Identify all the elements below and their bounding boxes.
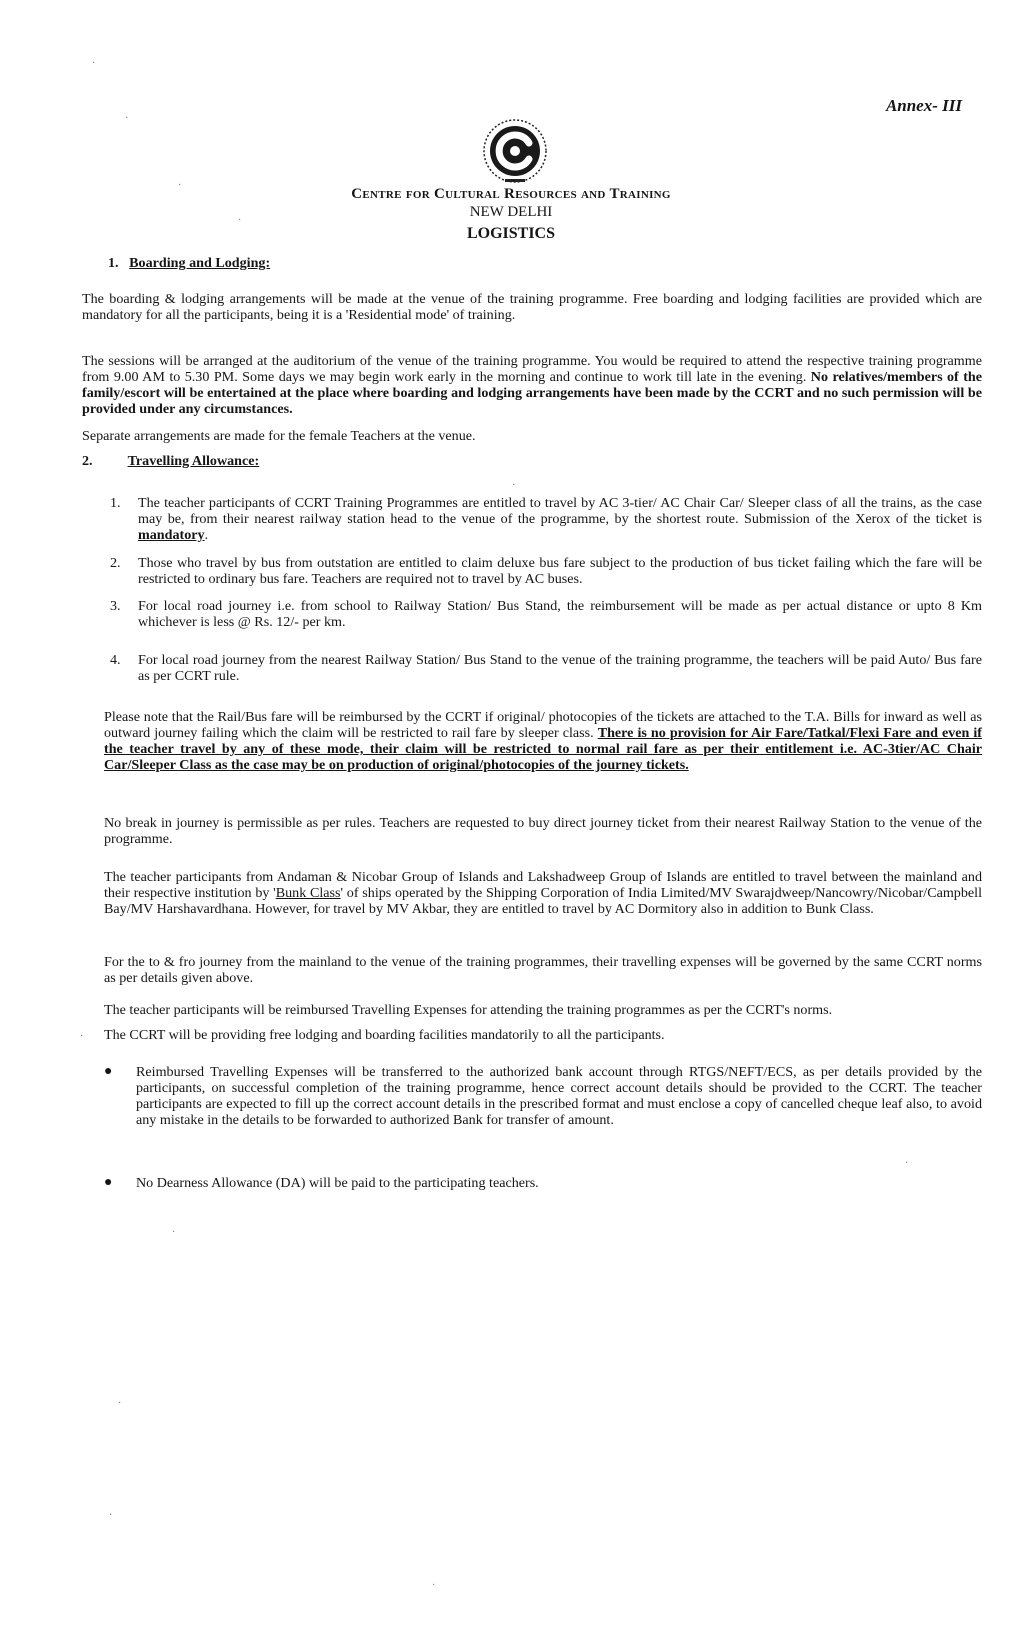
org-city: NEW DELHI [469, 204, 553, 220]
travel-item-4 [110, 652, 982, 684]
travel-note-text: Please note that the Rail/Bus fare will be reimbursed by the CCRT if original/ photocopies of the tickets are attached to the T.A. Bills for inward as well as outward journey failing which the claim will be restricted to rail fare by sleeper class. [104, 709, 982, 741]
item-number: 2. [110, 555, 121, 571]
travel-item-3 [110, 598, 982, 630]
scan-speck: · [905, 1158, 909, 1169]
boarding-paragraph-2 [82, 353, 982, 417]
boarding-paragraph-3: Separate arrangements are made for the female Teachers at the venue. [82, 428, 476, 444]
bullet-icon: ● [104, 1175, 113, 1190]
islands-text-a: The teacher participants from Andaman & Nicobar Group of Islands and Lakshadweep Group of Islands are entitled to travel between the mainland and their respective institution by ' [104, 869, 982, 901]
reimbursed-paragraph: The teacher participants will be reimbursed Travelling Expenses for attending the training programmes as per the CCRT's norms. [104, 1002, 833, 1018]
item-number: 1. [110, 495, 121, 511]
bullet-text: Reimbursed Travelling Expenses will be transferred to the authorized bank account through RTGS/NEFT/ECS, as per details provided by the participants, on successful completion of the training programme, hence correct account details should be provided to the CCRT. The teacher participants are expected to fill up the correct account details in the prescribed format and must enclose a copy of cancelled cheque leaf also, to avoid any mistake in the details to be forwarded to authorized Bank for transfer of amount. [136, 1064, 982, 1128]
item-number: 4. [110, 652, 121, 668]
scan-speck: · [512, 480, 516, 491]
item-text: For local road journey i.e. from school to Railway Station/ Bus Stand, the reimbursement will be made as per actual distance or upto 8 Km whichever is less @ Rs. 12/- per km. [138, 598, 982, 630]
travel-item-2 [110, 555, 982, 587]
section-label: Travelling Allowance: [127, 453, 260, 469]
section-number: 1. [108, 255, 119, 271]
bullet-icon: ● [104, 1064, 113, 1079]
scan-speck: · [432, 1580, 436, 1591]
annex-label: Annex- III [885, 96, 962, 115]
islands-paragraph [104, 869, 982, 917]
scan-speck: · [92, 58, 96, 69]
scan-speck: · [125, 113, 129, 124]
bullet-item-2 [104, 1175, 982, 1191]
scan-speck: · [118, 1398, 122, 1409]
to-fro-paragraph: For the to & fro journey from the mainland to the venue of the training programmes, their travelling expenses will be governed by the same CCRT norms as per details given above. [104, 954, 982, 986]
islands-text-b: ' of ships operated by the Shipping Corporation of India Limited/MV Swarajdweep/Nancowry/Nicobar/Campbell Bay/MV Harshavardhana. However, for travel by MV Akbar, they are entitled to travel by AC Dormitory also in addition to Bunk Class. [104, 885, 982, 917]
section-label: Boarding and Lodging: [129, 255, 271, 271]
page-title: LOGISTICS [466, 225, 556, 242]
section-boarding-heading [108, 255, 270, 272]
item-number: 3. [110, 598, 121, 614]
boarding-paragraph-1: The boarding & lodging arrangements will be made at the venue of the training programme. Free boarding and lodging facilities are provided which are mandatory for all the participants, being it is a 'Residential mode' of training. [82, 291, 982, 323]
travel-note [104, 709, 982, 773]
scan-speck: · [178, 180, 182, 191]
boarding-paragraph-2-text: The sessions will be arranged at the auditorium of the venue of the training programme. You would be required to attend the respective training programme from 9.00 AM to 5.30 PM. Some days we may begin work early in the morning and continue to work till late in the evening. [82, 353, 982, 385]
travel-item-1 [110, 495, 982, 543]
section-number: 2. [82, 453, 93, 469]
scan-speck: · [80, 1031, 84, 1042]
item-end: . [204, 527, 209, 543]
item-text: Those who travel by bus from outstation are entitled to claim deluxe bus fare subject to the production of bus ticket failing which the fare will be restricted to ordinary bus fare. Teachers are required not to travel by AC buses. [138, 555, 982, 587]
item-text: The teacher participants of CCRT Training Programmes are entitled to travel by AC 3-tier/ AC Chair Car/ Sleeper class of all the trains, as the case may be, from their nearest railway station head to the venue of the programme, by the shortest route. Submission of the Xerox of the ticket is [138, 495, 982, 527]
bullet-text: No Dearness Allowance (DA) will be paid to the participating teachers. [136, 1175, 539, 1191]
scan-speck: · [238, 215, 242, 226]
org-name: Centre for Cultural Resources and Training [351, 186, 671, 202]
item-emphasis: mandatory [138, 527, 205, 543]
bullet-item-1 [104, 1064, 982, 1128]
free-lodging-paragraph: The CCRT will be providing free lodging and boarding facilities mandatorily to all the participants. [104, 1027, 665, 1043]
islands-bunk-class: Bunk Class [275, 885, 341, 901]
scan-speck: · [109, 1510, 113, 1521]
scan-speck: · [172, 1227, 176, 1238]
boarding-paragraph-2-bold: No relatives/members of the family/escort will be entertained at the place where boarding and lodging arrangements have been made by the CCRT and no such permission will be provided under any circumstances. [82, 369, 982, 417]
no-break-paragraph: No break in journey is permissible as per rules. Teachers are requested to buy direct journey ticket from their nearest Railway Station to the venue of the programme. [104, 815, 982, 847]
section-travel-heading [82, 453, 259, 470]
item-text: For local road journey from the nearest Railway Station/ Bus Stand to the venue of the training programme, the teachers will be paid Auto/ Bus fare as per CCRT rule. [138, 652, 982, 684]
travel-note-bold: There is no provision for Air Fare/Tatkal/Flexi Fare and even if the teacher travel by any of these mode, their claim will be restricted to normal rail fare as per their entitlement i.e. AC-3tier/AC Chair Car/Sleeper Class as the case may be on production of original/photocopies of the journey tickets. [104, 725, 982, 773]
ccrt-logo-icon [477, 113, 553, 189]
